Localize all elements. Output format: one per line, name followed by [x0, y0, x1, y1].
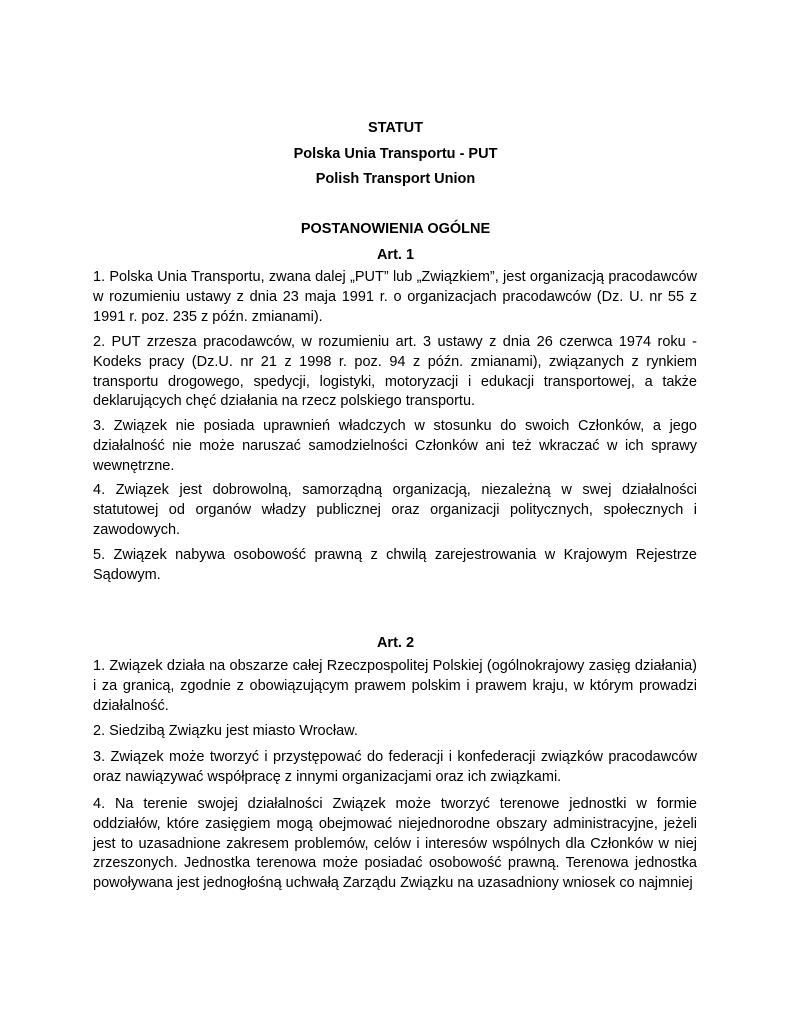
- organization-name-en: Polish Transport Union: [315, 171, 476, 187]
- art1-paragraph-5: 5. Związek nabywa osobowość prawną z chwilą zarejestrowania w Krajowym Rejestrze Sądowym.: [93, 547, 697, 583]
- art2-paragraph-1: 1. Związek działa na obszarze całej Rzeczpospolitej Polskiej (ogólnokrajowy zasięg działania) i za granicą, zgodnie z obowiązującym prawem polskim i prawem kraju, w którym prowadzi działalność.: [93, 658, 697, 714]
- art1-paragraph-3: 3. Związek nie posiada uprawnień władczych w stosunku do swoich Członków, a jego działalność nie może naruszać samodzielności Członków ani też wkraczać w ich sprawy wewnętrzne.: [93, 418, 697, 474]
- document-title: STATUT: [367, 120, 424, 136]
- art2-paragraph-3: 3. Związek może tworzyć i przystępować do federacji i konfederacji związków pracodawców oraz nawiązywać współpracę z innymi organizacjami oraz ich związkami.: [93, 749, 697, 785]
- art2-paragraph-4: 4. Na terenie swojej działalności Związek może tworzyć terenowe jednostki w formie oddziałów, które zasięgiem mogą obejmować niejednorodne obszary administracyjne, jeżeli jest to uzasadnione zakresem problemów, celów i interesów wspólnych dla Członków w niej zrzeszonych. Jednostka terenowa może posiadać osobowość prawną. Terenowa jednostka powoływana jest jednogłośną uchwałą Zarządu Związku na uzasadniony wniosek co najmniej: [93, 796, 697, 892]
- article-2-heading: Art. 2: [376, 635, 415, 651]
- article-1-heading: Art. 1: [376, 247, 415, 263]
- art2-paragraph-2: 2. Siedzibą Związku jest miasto Wrocław.: [93, 723, 358, 739]
- art1-paragraph-2: 2. PUT zrzesza pracodawców, w rozumieniu art. 3 ustawy z dnia 26 czerwca 1974 roku - Kodeks pracy (Dz.U. nr 21 z 1998 r. poz. 94 z późn. zmianami), związanych z rynkiem transportu drogowego, spedycji, logistyki, motoryzacji i edukacji transportowej, a także deklarujących chęć działania na rzecz polskiego transportu.: [93, 334, 697, 410]
- section-heading: POSTANOWIENIA OGÓLNE: [300, 221, 491, 237]
- organization-name-pl: Polska Unia Transportu - PUT: [293, 146, 498, 162]
- art1-paragraph-4: 4. Związek jest dobrowolną, samorządną organizacją, niezależną w swej działalności statutowej od organów władzy publicznej oraz organizacji politycznych, społecznych i zawodowych.: [93, 482, 697, 538]
- art1-paragraph-1: 1. Polska Unia Transportu, zwana dalej „PUT” lub „Związkiem”, jest organizacją pracodawców w rozumieniu ustawy z dnia 23 maja 1991 r. o organizacjach pracodawców (Dz. U. nr 55 z 1991 r. poz. 235 z późn. zmianami).: [93, 269, 697, 325]
